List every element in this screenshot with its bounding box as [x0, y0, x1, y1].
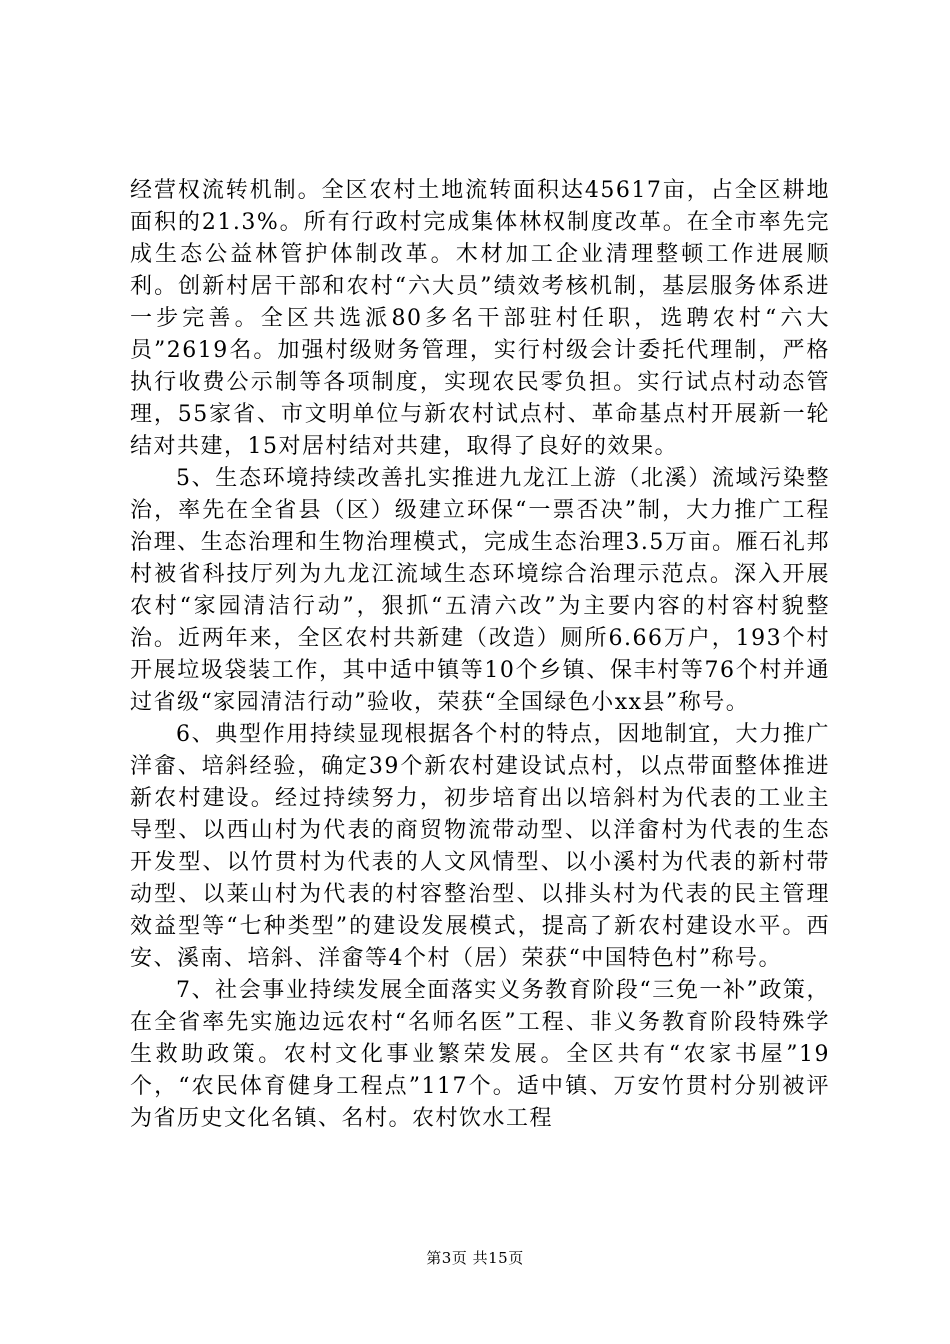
- paragraph-3: 6、典型作用持续显现根据各个村的特点，因地制宜，大力推广洋畲、培斜经验，确定39个新农村建设试点村，以点带面整体推进新农村建设。经过持续努力，初步培育出以培斜村为代表的工业主导型、以西山村为代表的商贸物流带动型、以洋畲村为代表的生态开发型、以竹贯村为代表的人文风情型、以小溪村为代表的新村带动型、以莱山村为代表的村容整治型、以排头村为代表的民主管理效益型等“七种类型”的建设发展模式，提高了新农村建设水平。西安、溪南、培斜、洋畲等4个村（居）荣获“中国特色村”称号。: [130, 722, 830, 971]
- paragraph-2: 5、生态环境持续改善扎实推进九龙江上游（北溪）流域污染整治，率先在全省县（区）级建立环保“一票否决”制，大力推广工程治理、生态治理和生物治理模式，完成生态治理3.5万亩。雁石礼邦村被省科技厅列为九龙江流域生态环境综合治理示范点。深入开展农村“家园清洁行动”，狠抓“五清六改”为主要内容的村容村貌整治。近两年来，全区农村共新建（改造）厕所6.66万户，193个村开展垃圾袋装工作，其中适中镇等10个乡镇、保丰村等76个村并通过省级“家园清洁行动”验收，荣获“全国绿色小xx县”称号。: [130, 466, 830, 715]
- page-footer: 第3页 共15页: [426, 1249, 524, 1267]
- paragraph-1: 经营权流转机制。全区农村土地流转面积达45617亩，占全区耕地面积的21.3%。所有行政村完成集体林权制度改革。在全市率先完成生态公益林管护体制改革。木材加工企业清理整顿工作进展顺利。创新村居干部和农村“六大员”绩效考核机制，基层服务体系进一步完善。全区共选派80多名干部驻村任职，选聘农村“六大员”2619名。加强村级财务管理，实行村级会计委托代理制，严格执行收费公示制等各项制度，实现农民零负担。实行试点村动态管理，55家省、市文明单位与新农村试点村、革命基点村开展新一轮结对共建，15对居村结对共建，取得了良好的效果。: [130, 178, 830, 459]
- document-body: [130, 175, 830, 1135]
- paragraph-4: 7、社会事业持续发展全面落实义务教育阶段“三免一补”政策，在全省率先实施边远农村“名师名医”工程、非义务教育阶段特殊学生救助政策。农村文化事业繁荣发展。全区共有“农家书屋”19个，“农民体育健身工程点”117个。适中镇、万安竹贯村分别被评为省历史文化名镇、名村。农村饮水工程: [130, 978, 830, 1131]
